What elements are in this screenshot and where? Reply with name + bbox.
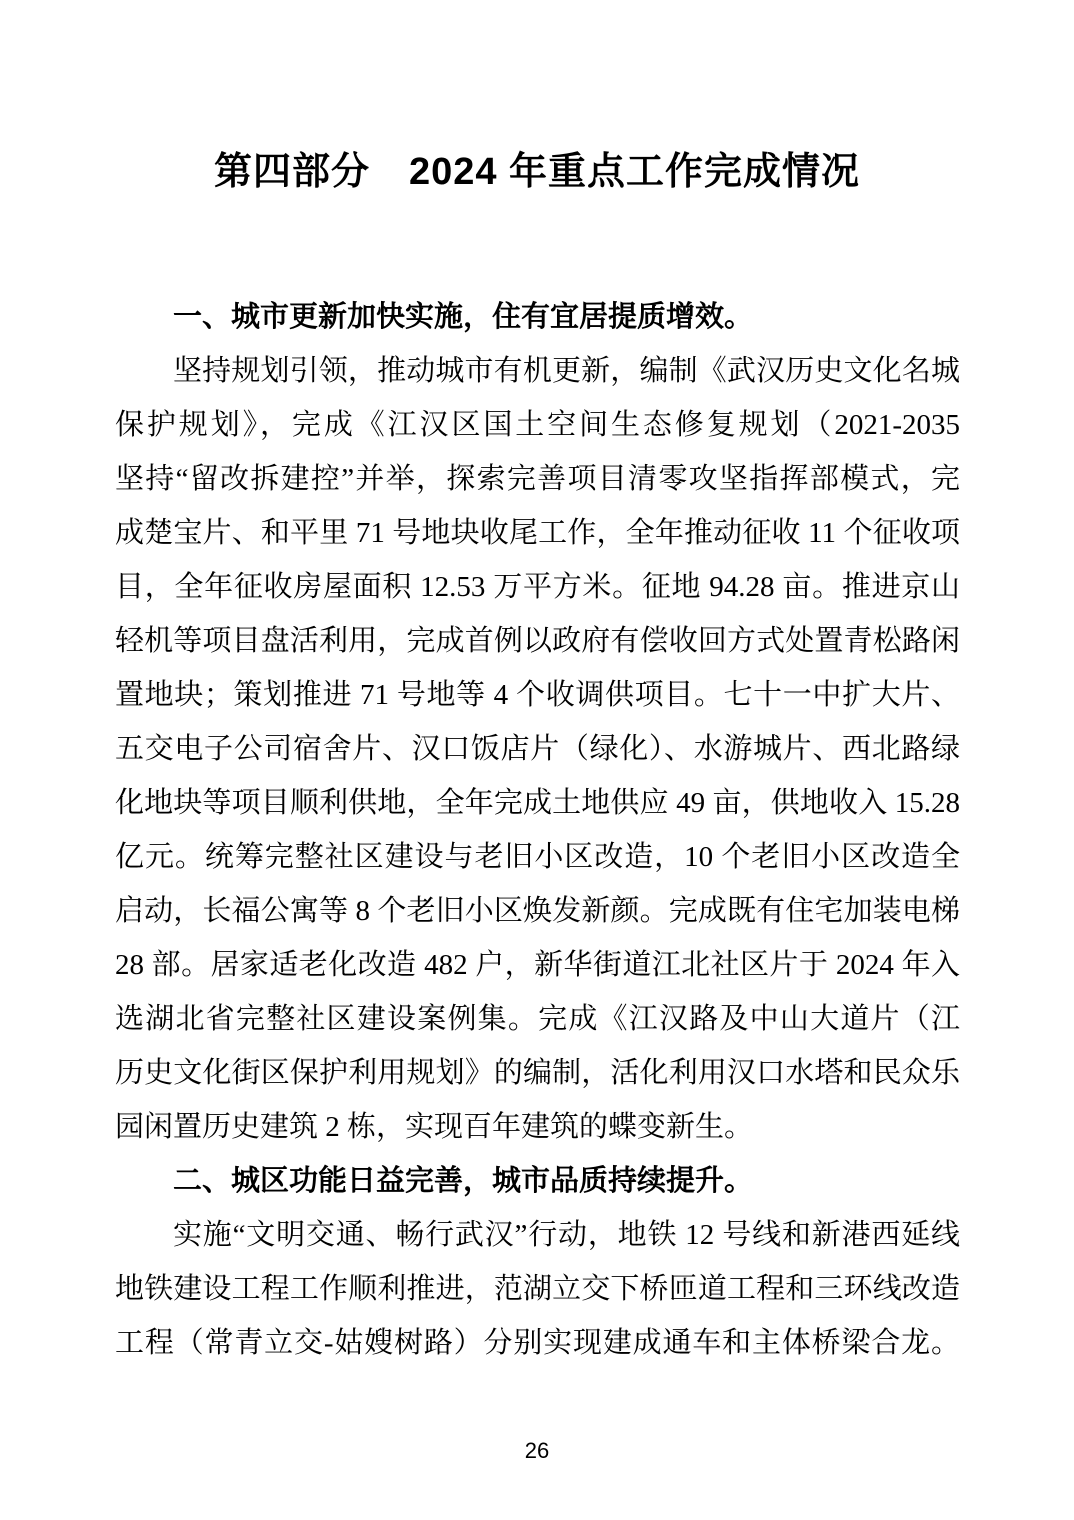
body-text-line: 亿元。统筹完整社区建设与老旧小区改造，10 个老旧小区改造全 [115, 841, 960, 873]
document-title: 第四部分 2024 年重点工作完成情况 [213, 151, 861, 193]
body-text-line: 实施“文明交通、畅行武汉”行动，地铁 12 号线和新港西延线 [173, 1219, 960, 1251]
body-text-line: 启动，长福公寓等 8 个老旧小区焕发新颜。完成既有住宅加装电梯 [115, 895, 960, 927]
paragraph-body [115, 1208, 960, 1370]
body-text-line: 园闲置历史建筑 2 栋，实现百年建筑的蝶变新生。 [115, 1111, 754, 1143]
body-text-line: 坚持“留改拆建控”并举，探索完善项目清零攻坚指挥部模式，完 [115, 463, 960, 495]
body-text-line: 保护规划》，完成《江汉区国土空间生态修复规划（2021-2035 [115, 409, 960, 441]
body-text-line: 置地块；策划推进 71 号地等 4 个收调供项目。七十一中扩大片、 [115, 679, 960, 711]
body-text-line: 五交电子公司宿舍片、汉口饭店片（绿化）、水游城片、西北路绿 [115, 733, 960, 765]
paragraph-body [115, 344, 960, 1154]
page-number: 26 [524, 1438, 550, 1463]
body-text-line: 选湖北省完整社区建设案例集。完成《江汉路及中山大道片（江 [115, 1003, 960, 1035]
body-text-line: 目，全年征收房屋面积 12.53 万平方米。征地 94.28 亩。推进京山 [115, 571, 960, 603]
body-text-line: 化地块等项目顺利供地，全年完成土地供应 49 亩，供地收入 15.28 [115, 787, 960, 819]
body-text-line: 工程（常青立交-姑嫂树路）分别实现建成通车和主体桥梁合龙。 [115, 1327, 960, 1359]
section-city-renewal [115, 290, 960, 1154]
body-text-line: 轻机等项目盘活利用，完成首例以政府有偿收回方式处置青松路闲 [115, 625, 960, 657]
body-text-line: 28 部。居家适老化改造 482 户，新华街道江北社区片于 2024 年入 [115, 949, 960, 981]
body-text-line: 地铁建设工程工作顺利推进，范湖立交下桥匝道工程和三环线改造 [115, 1273, 960, 1305]
body-text-line: 历史文化街区保护利用规划》的编制，活化利用汉口水塔和民众乐 [115, 1057, 960, 1089]
section-heading: 二、城区功能日益完善，城市品质持续提升。 [173, 1165, 754, 1197]
body-text-line: 坚持规划引领，推动城市有机更新，编制《武汉历史文化名城 [173, 355, 960, 387]
section-urban-function [115, 1154, 960, 1370]
document-body [115, 290, 960, 1370]
body-text-line: 成楚宝片、和平里 71 号地块收尾工作，全年推动征收 11 个征收项 [115, 517, 960, 549]
section-heading: 一、城市更新加快实施，住有宜居提质增效。 [173, 301, 754, 333]
